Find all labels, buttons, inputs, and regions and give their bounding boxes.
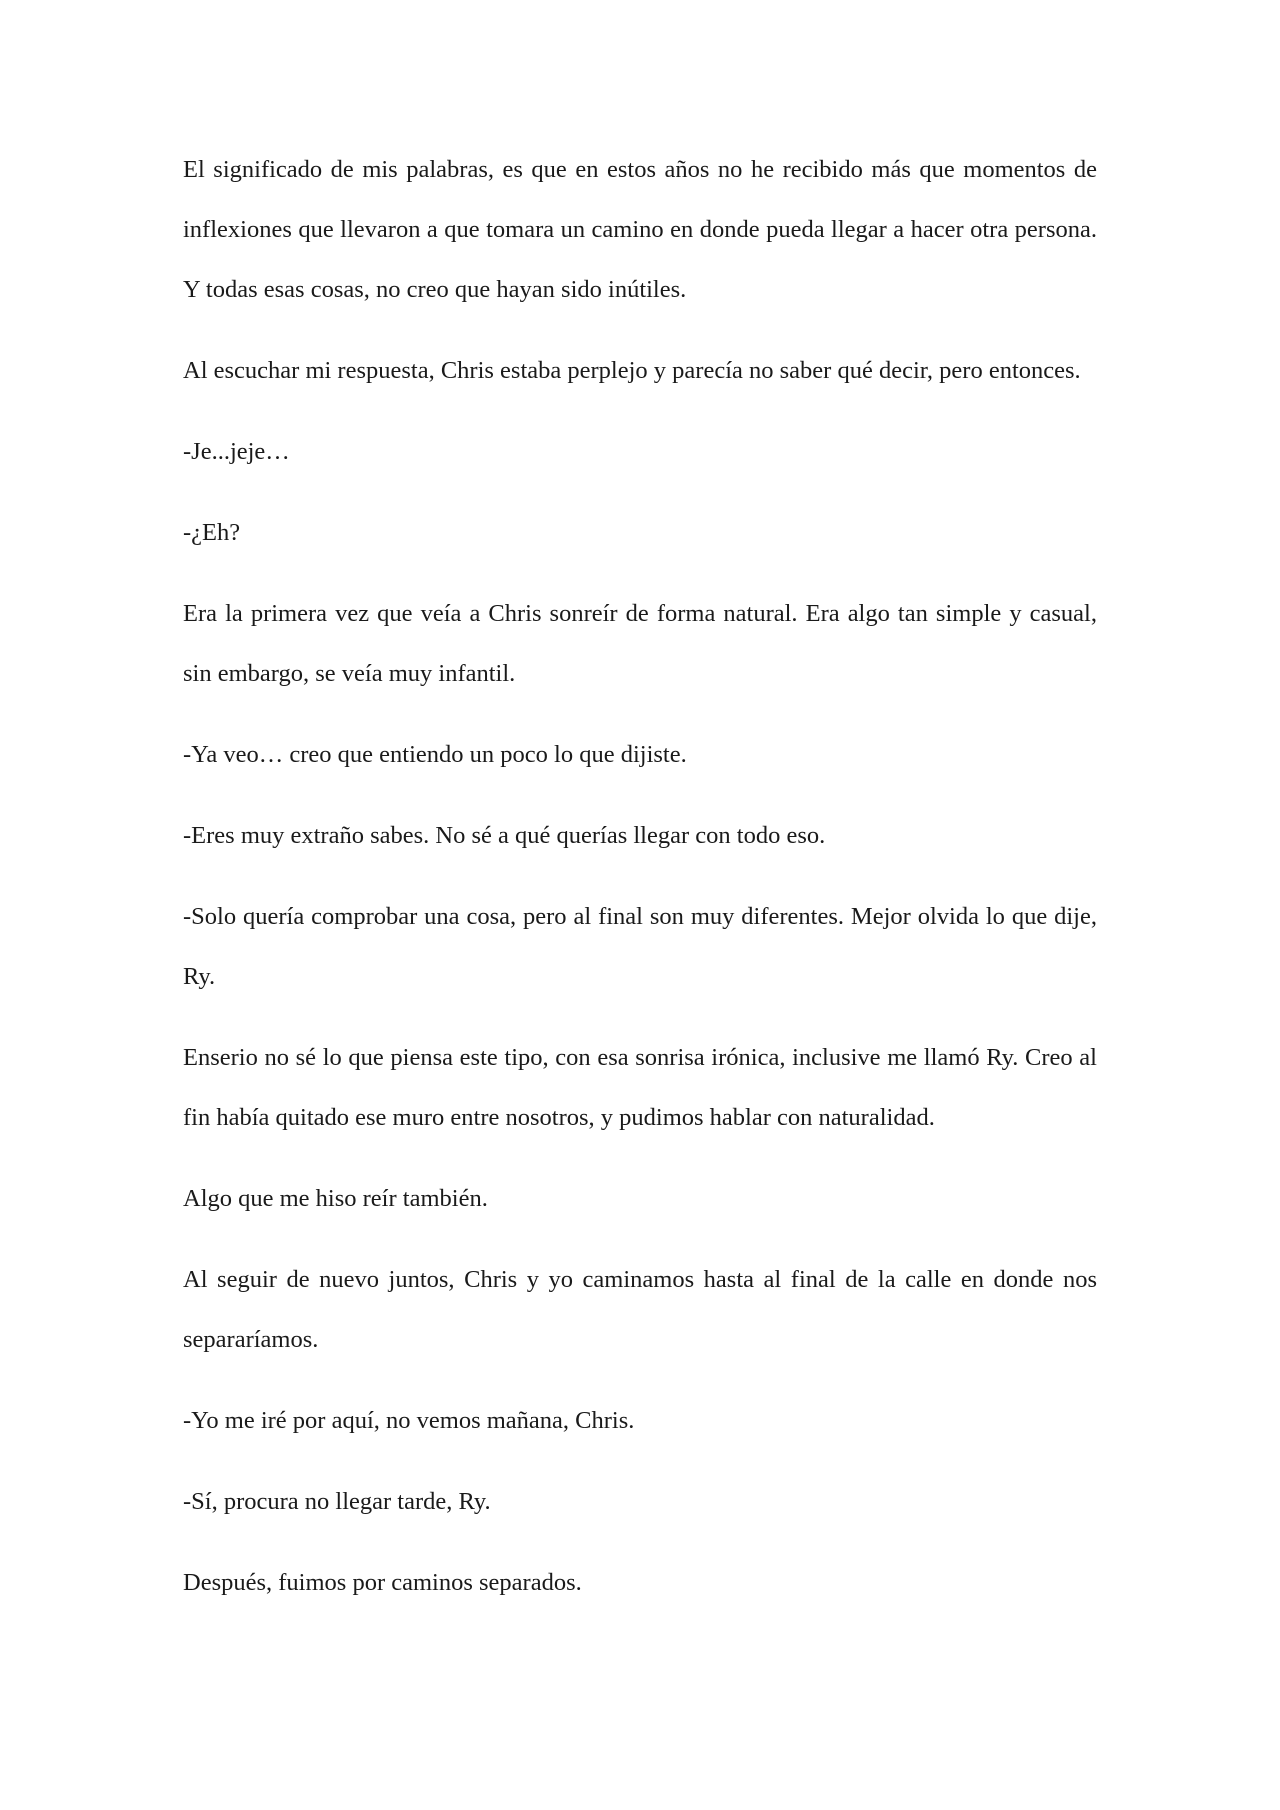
paragraph-1: El significado de mis palabras, es que en estos años no he recibido más que momentos de inflexiones que llevaron a que tomara un camino en donde pueda llegar a hacer otra persona. Y todas esas cosas, no creo que hayan sido inútiles. — [183, 156, 1097, 303]
paragraph-10: Algo que me hiso reír también. — [183, 1185, 488, 1212]
paragraph-12: -Yo me iré por aquí, no vemos mañana, Chris. — [183, 1407, 635, 1434]
paragraph-4: -¿Eh? — [183, 519, 241, 546]
paragraph-11: Al seguir de nuevo juntos, Chris y yo caminamos hasta al final de la calle en donde nos separaríamos. — [183, 1266, 1097, 1353]
paragraph-13: -Sí, procura no llegar tarde, Ry. — [183, 1488, 491, 1515]
paragraph-14: Después, fuimos por caminos separados. — [183, 1569, 582, 1596]
document-page — [183, 140, 1097, 1634]
paragraph-3: -Je...jeje… — [183, 438, 290, 465]
paragraph-2: Al escuchar mi respuesta, Chris estaba perplejo y parecía no saber qué decir, pero entonces. — [183, 357, 1081, 384]
paragraph-6: -Ya veo… creo que entiendo un poco lo que dijiste. — [183, 741, 687, 768]
paragraph-5: Era la primera vez que veía a Chris sonreír de forma natural. Era algo tan simple y casual, sin embargo, se veía muy infantil. — [183, 600, 1097, 687]
paragraph-9: Enserio no sé lo que piensa este tipo, con esa sonrisa irónica, inclusive me llamó Ry. Creo al fin había quitado ese muro entre nosotros, y pudimos hablar con naturalidad. — [183, 1044, 1097, 1131]
paragraph-8: -Solo quería comprobar una cosa, pero al final son muy diferentes. Mejor olvida lo que dije, Ry. — [183, 903, 1097, 990]
paragraph-7: -Eres muy extraño sabes. No sé a qué querías llegar con todo eso. — [183, 822, 826, 849]
